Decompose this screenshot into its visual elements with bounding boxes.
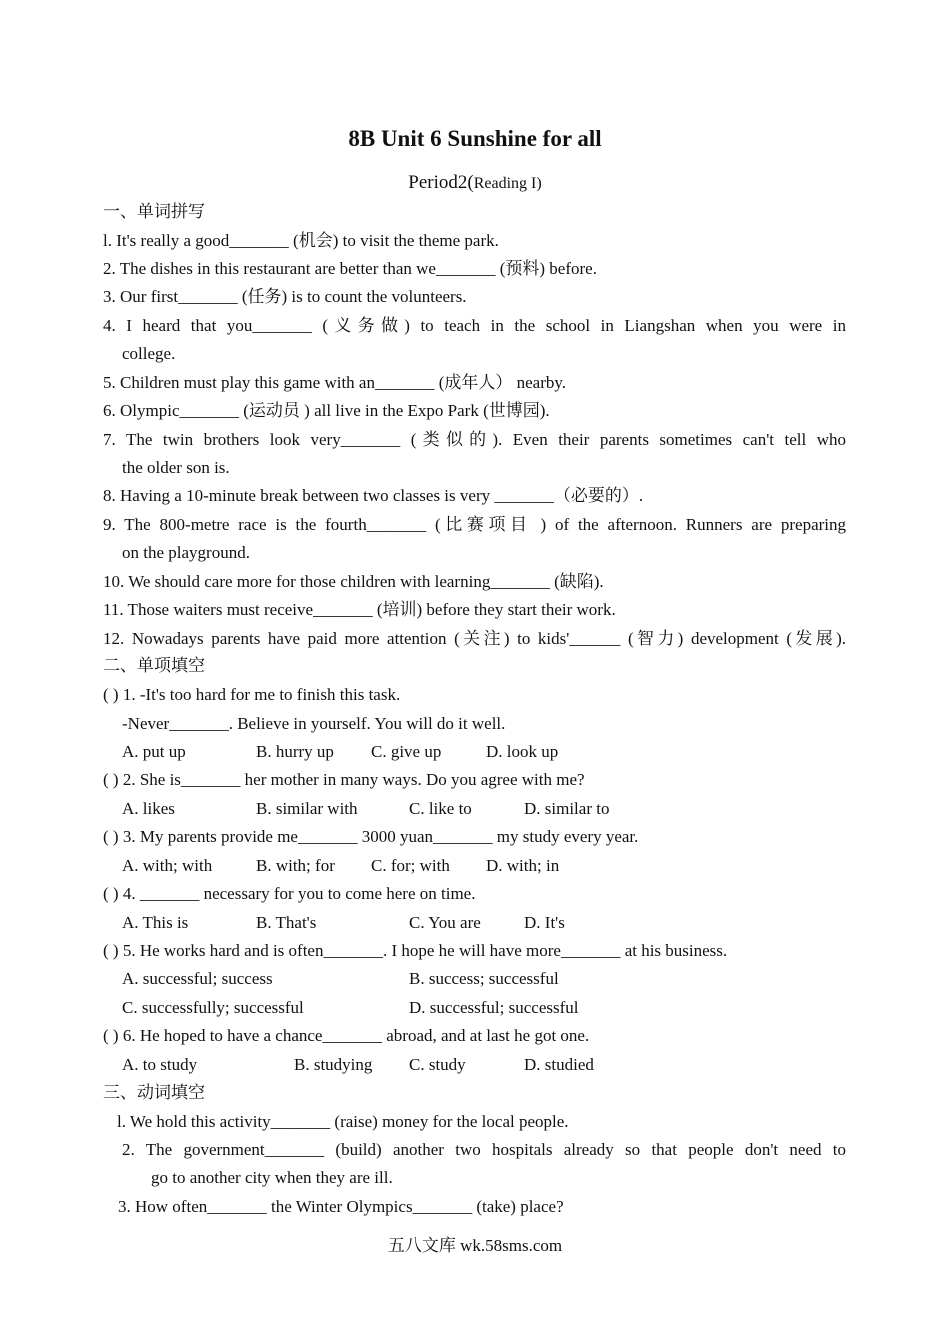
s3-item-1: l. We hold this activity_______ (raise) money for the local people. — [117, 1112, 569, 1131]
section3-heading: 三、动词填空 — [103, 1083, 205, 1102]
s3-item-2: 2. The government_______ (build) another two hospitals already so that people don't need to — [122, 1140, 846, 1159]
s1-item-5: 5. Children must play this game with an_______ (成年人） nearby. — [103, 373, 567, 392]
document-subtitle — [0, 172, 950, 194]
s1-item-4-cont: college. — [122, 344, 176, 363]
s3-item-3: 3. How often_______ the Winter Olympics_______ (take) place? — [118, 1197, 564, 1216]
s1-item-9: 9. The 800-metre race is the fourth_______ (比赛项目 ) of the afternoon. Runners are preparing — [103, 515, 846, 534]
q1-option-a: A. put up — [122, 742, 186, 761]
subtitle-small: Reading I) — [473, 175, 542, 192]
q2-option-a: A. likes — [122, 799, 175, 818]
s1-item-10: 10. We should care more for those children with learning_______ (缺陷). — [103, 572, 604, 591]
q6-option-c: C. study — [409, 1055, 466, 1074]
s1-item-3: 3. Our first_______ (任务) is to count the volunteers. — [103, 287, 467, 306]
q2-option-c: C. like to — [409, 799, 472, 818]
q4-option-b: B. That's — [256, 913, 317, 932]
page-footer: 五八文库 wk.58sms.com — [387, 1236, 563, 1255]
s1-item-1: l. It's really a good_______ (机会) to visit the theme park. — [103, 231, 499, 250]
s2-question-1: ( ) 1. -It's too hard for me to finish this task. — [103, 685, 401, 704]
q3-option-b: B. with; for — [256, 856, 335, 875]
q3-option-a: A. with; with — [122, 856, 213, 875]
s1-item-7: 7. The twin brothers look very_______ (类似的). Even their parents sometimes can't tell who — [103, 430, 846, 449]
document-title: 8B Unit 6 Sunshine for all — [348, 126, 602, 151]
s2-question-4: ( ) 4. _______ necessary for you to come here on time. — [103, 884, 476, 903]
s2-question-6: ( ) 6. He hoped to have a chance_______ abroad, and at last he got one. — [103, 1026, 590, 1045]
s2-question-5: ( ) 5. He works hard and is often_______. I hope he will have more_______ at his business. — [103, 941, 728, 960]
s2-question-1-reply: -Never_______. Believe in yourself. You will do it well. — [122, 714, 506, 733]
s1-item-9-cont: on the playground. — [122, 543, 250, 562]
section2-heading: 二、单项填空 — [103, 656, 205, 675]
s1-item-11: 11. Those waiters must receive_______ (培训) before they start their work. — [103, 600, 616, 619]
q4-option-a: A. This is — [122, 913, 189, 932]
q2-option-b: B. similar with — [256, 799, 358, 818]
q6-option-b: B. studying — [294, 1055, 373, 1074]
subtitle-main: Period2( — [408, 172, 474, 193]
q1-option-d: D. look up — [486, 742, 559, 761]
q5-option-d: D. successful; successful — [409, 998, 579, 1017]
q2-option-d: D. similar to — [524, 799, 610, 818]
q4-option-d: D. It's — [524, 913, 565, 932]
s3-item-2-cont: go to another city when they are ill. — [151, 1168, 393, 1187]
s2-question-3: ( ) 3. My parents provide me_______ 3000 yuan_______ my study every year. — [103, 827, 639, 846]
s1-item-4: 4. I heard that you_______ (义务做) to teach in the school in Liangshan when you were in — [103, 316, 846, 335]
q5-option-b: B. success; successful — [409, 969, 559, 988]
s1-item-7-cont: the older son is. — [122, 458, 230, 477]
q4-option-c: C. You are — [409, 913, 481, 932]
s1-item-2: 2. The dishes in this restaurant are better than we_______ (预料) before. — [103, 259, 597, 278]
q6-option-d: D. studied — [524, 1055, 594, 1074]
s1-item-6: 6. Olympic_______ (运动员 ) all live in the Expo Park (世博园). — [103, 401, 550, 420]
s2-question-2: ( ) 2. She is_______ her mother in many ways. Do you agree with me? — [103, 770, 585, 789]
q1-option-c: C. give up — [371, 742, 442, 761]
q3-option-d: D. with; in — [486, 856, 560, 875]
section1-heading: 一、单词拼写 — [103, 202, 205, 221]
q6-option-a: A. to study — [122, 1055, 198, 1074]
s1-item-12: 12. Nowadays parents have paid more attention (关注) to kids'______ (智力) development (发展). — [103, 629, 846, 648]
q5-option-a: A. successful; success — [122, 969, 273, 988]
s1-item-8: 8. Having a 10-minute break between two classes is very _______（必要的）. — [103, 486, 644, 505]
q5-option-c: C. successfully; successful — [122, 998, 304, 1017]
q1-option-b: B. hurry up — [256, 742, 334, 761]
q3-option-c: C. for; with — [371, 856, 450, 875]
